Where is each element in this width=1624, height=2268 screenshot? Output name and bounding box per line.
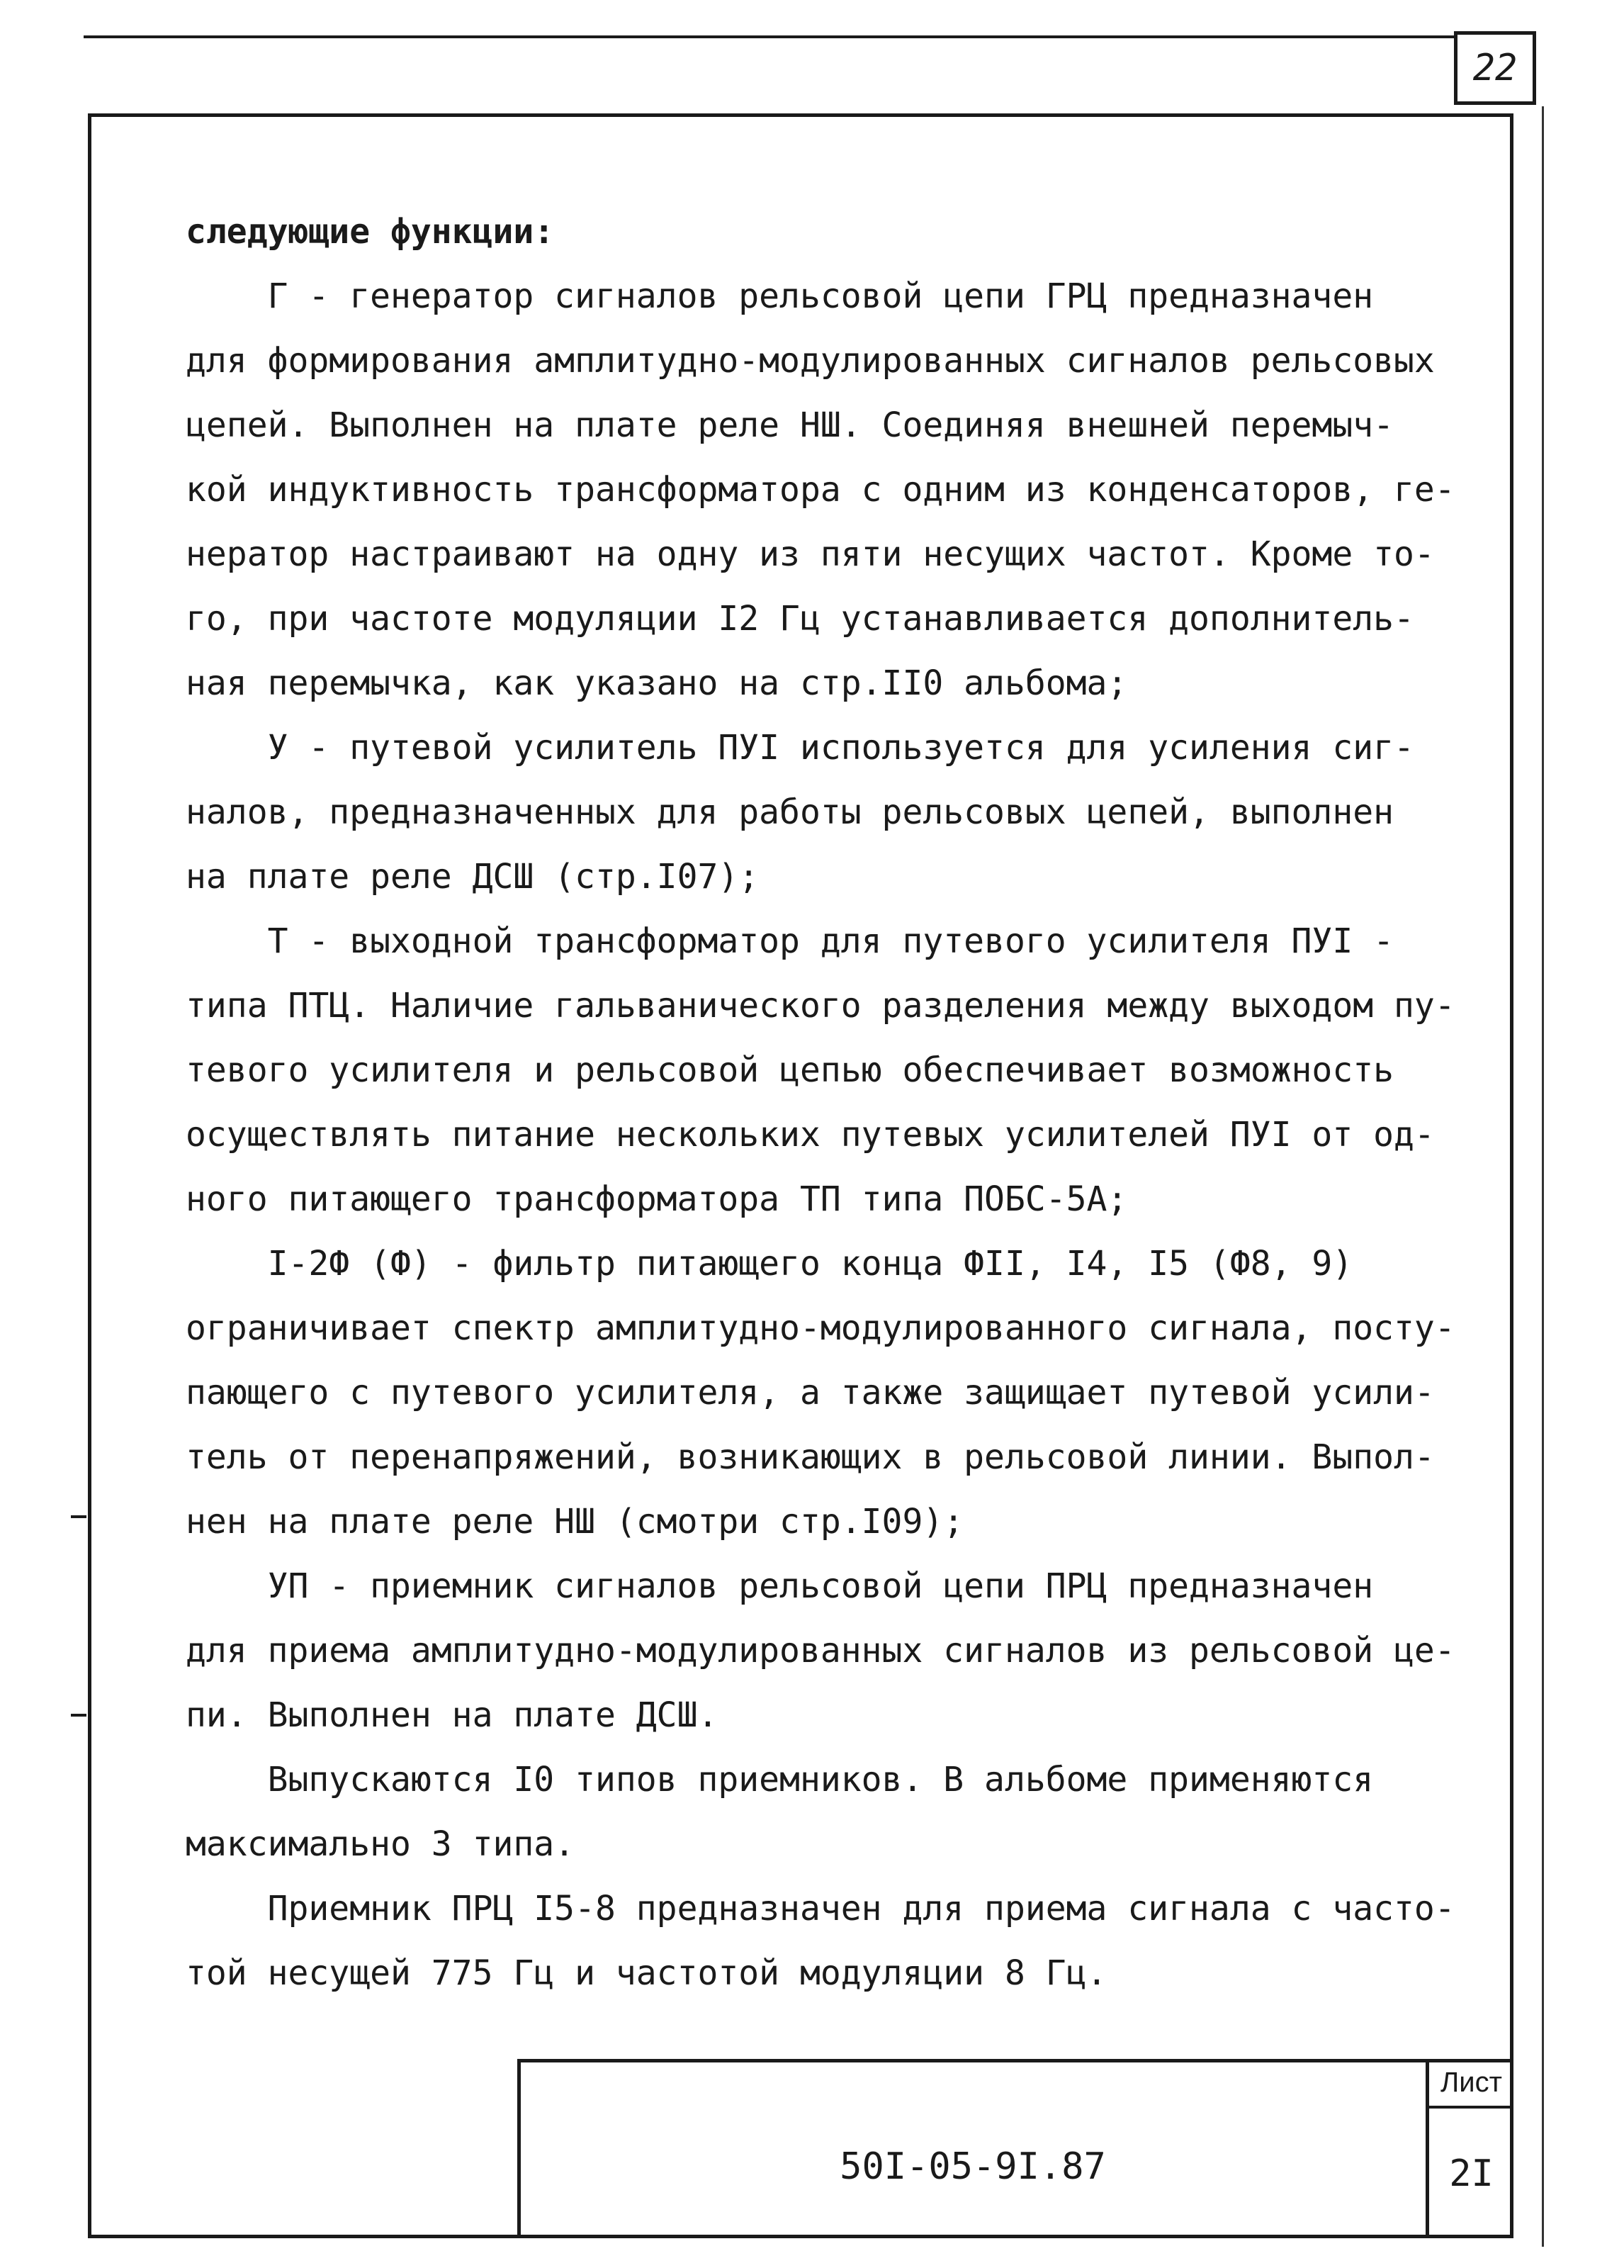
- text-line: максимально 3 типа.: [186, 1824, 575, 1864]
- sheet-number: 2I: [1449, 2152, 1494, 2195]
- text-line: го, при частоте модуляции I2 Гц устанавливается дополнитель-: [186, 599, 1414, 639]
- top-rule: [84, 35, 1454, 38]
- body-text: [186, 200, 1455, 2006]
- text-line: кой индуктивность трансформатора с одним из конденсаторов, ге-: [186, 470, 1455, 510]
- text-line: осуществлять питание нескольких путевых усилителей ПУI от од-: [186, 1115, 1435, 1155]
- sheet-cell: [1426, 2059, 1513, 2238]
- margin-tick: [71, 1515, 86, 1518]
- text-line: той несущей 775 Гц и частотой модуляции 8 Гц.: [186, 1953, 1107, 1993]
- text-line: ного питающего трансформатора ТП типа ПОБС-5А;: [186, 1179, 1128, 1219]
- text-line: для формирования амплитудно-модулированных сигналов рельсовых: [186, 341, 1435, 381]
- margin-tick: [71, 1714, 86, 1717]
- text-line: пи. Выполнен на плате ДСШ.: [186, 1695, 718, 1735]
- text-line: УП - приемник сигналов рельсовой цепи ПРЦ предназначен: [186, 1566, 1374, 1606]
- text-line: для приема амплитудно-модулированных сигналов из рельсовой це-: [186, 1631, 1455, 1671]
- text-line: тевого усилителя и рельсовой цепью обеспечивает возможность: [186, 1050, 1394, 1090]
- text-line: типа ПТЦ. Наличие гальванического разделения между выходом пу-: [186, 986, 1455, 1026]
- text-line: Приемник ПРЦ I5-8 предназначен для приема сигнала с часто-: [186, 1889, 1455, 1929]
- text-line: нен на плате реле НШ (смотри стр.I09);: [186, 1502, 964, 1542]
- text-line: I-2Ф (Ф) - фильтр питающего конца ФII, I4, I5 (Ф8, 9): [186, 1244, 1353, 1284]
- text-line: Выпускаются I0 типов приемников. В альбоме применяются: [186, 1760, 1374, 1800]
- text-line: ная перемычка, как указано на стр.II0 альбома;: [186, 663, 1128, 703]
- text-line: У - путевой усилитель ПУI используется для усиления сиг-: [186, 728, 1414, 768]
- right-margin-line: [1542, 106, 1544, 2247]
- text-line: Т - выходной трансформатор для путевого усилителя ПУI -: [186, 921, 1394, 961]
- page-number: 22: [1454, 31, 1536, 105]
- text-line: цепей. Выполнен на плате реле НШ. Соединяя внешней перемыч-: [186, 405, 1394, 445]
- text-line: налов, предназначенных для работы рельсовых цепей, выполнен: [186, 792, 1394, 832]
- text-line: на плате реле ДСШ (стр.I07);: [186, 857, 760, 897]
- document-code: 50I-05-9I.87: [840, 2145, 1106, 2188]
- sheet-label: Лист: [1429, 2059, 1513, 2109]
- text-line: нератор настраивают на одну из пяти несущих частот. Кроме то-: [186, 534, 1435, 574]
- text-line: ограничивает спектр амплитудно-модулированного сигнала, посту-: [186, 1308, 1455, 1348]
- text-line: Г - генератор сигналов рельсовой цепи ГРЦ предназначен: [186, 276, 1374, 316]
- paragraph-lead: следующие функции:: [186, 212, 555, 252]
- text-line: пающего с путевого усилителя, а также защищает путевой усили-: [186, 1373, 1435, 1413]
- text-line: тель от перенапряжений, возникающих в рельсовой линии. Выпол-: [186, 1437, 1435, 1477]
